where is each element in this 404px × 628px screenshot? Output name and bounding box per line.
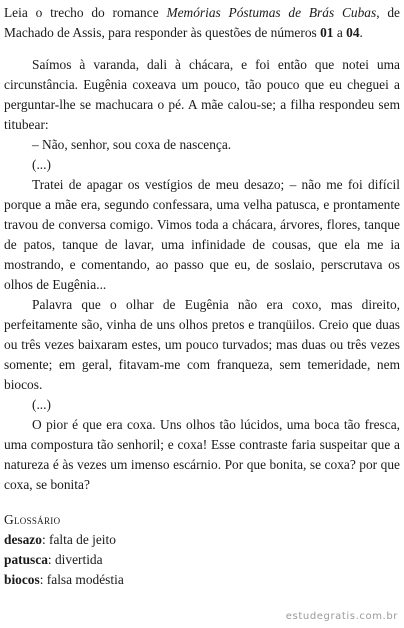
intro-instruction bbox=[4, 3, 400, 43]
intro-prefix: Leia o trecho do romance bbox=[4, 5, 167, 20]
glossary-item bbox=[4, 530, 400, 550]
passage-ellipsis-2: (...) bbox=[32, 397, 51, 412]
passage-paragraph-2: Tratei de apagar os vestígios de meu desazo; – não me foi difícil porque a mãe era, segundo confessara, uma velha patusca, e prontamente travou de conversa comigo. Vimos toda a chácara, árvores, flores, tanque de patos, tanque de lavar, uma infinidade de cousas, que ela me ia mostrando, e comentando, ao passo que eu, de soslaio, perscrutava os olhos de Eugênia... bbox=[4, 177, 400, 292]
intro-middle: , de Machado de Assis, para responder às questões de números bbox=[4, 5, 400, 40]
book-title: Memórias Póstumas de Brás Cubas bbox=[166, 5, 377, 20]
question-number-start: 01 bbox=[320, 25, 334, 40]
glossary-definition: : divertida bbox=[47, 552, 103, 567]
glossary-item bbox=[4, 550, 400, 570]
passage-paragraph-4: O pior é que era coxa. Uns olhos tão lúcidos, uma boca tão fresca, uma compostura tão senhoril; e coxa! Esse contraste faria suspeitar que a natureza é às vezes um imenso escárnio. Por que bonita, se coxa? por que coxa, se bonita? bbox=[4, 417, 400, 492]
passage-dialogue: – Não, senhor, sou coxa de nascença. bbox=[32, 137, 232, 152]
passage-paragraph-3: Palavra que o olhar de Eugênia não era coxo, mas direito, perfeitamente são, vinha de uns olhos pretos e tranqüilos. Creio que duas ou três vezes baixaram estes, um pouco turvados; mas duas ou três vezes somente; em geral, fitavam-me com franqueza, sem temeridade, nem biocos. bbox=[4, 297, 400, 392]
glossary-definition: : falsa modéstia bbox=[39, 572, 124, 587]
glossary-term: biocos bbox=[4, 572, 40, 587]
glossary-term: patusca bbox=[4, 552, 48, 567]
passage-paragraph-1: Saímos à varanda, dali à chácara, e foi então que notei uma circunstância. Eugênia coxeava um pouco, tão pouco que eu cheguei a perguntar-lhe se machucara o pé. A mãe calou-se; a filha respondeu sem titubear: bbox=[4, 57, 400, 132]
passage-ellipsis-1: (...) bbox=[32, 157, 51, 172]
glossary-item bbox=[4, 570, 400, 590]
glossary-definition: : falta de jeito bbox=[41, 532, 116, 547]
question-number-end: 04 bbox=[346, 25, 360, 40]
intro-end: . bbox=[359, 25, 363, 40]
document-page bbox=[4, 3, 400, 590]
glossary-term: desazo bbox=[4, 532, 42, 547]
glossary-title: Glossário bbox=[4, 512, 61, 527]
intro-conjunction: a bbox=[333, 25, 347, 40]
site-watermark: estudegratis.com.br bbox=[285, 611, 398, 622]
glossary bbox=[4, 510, 400, 590]
